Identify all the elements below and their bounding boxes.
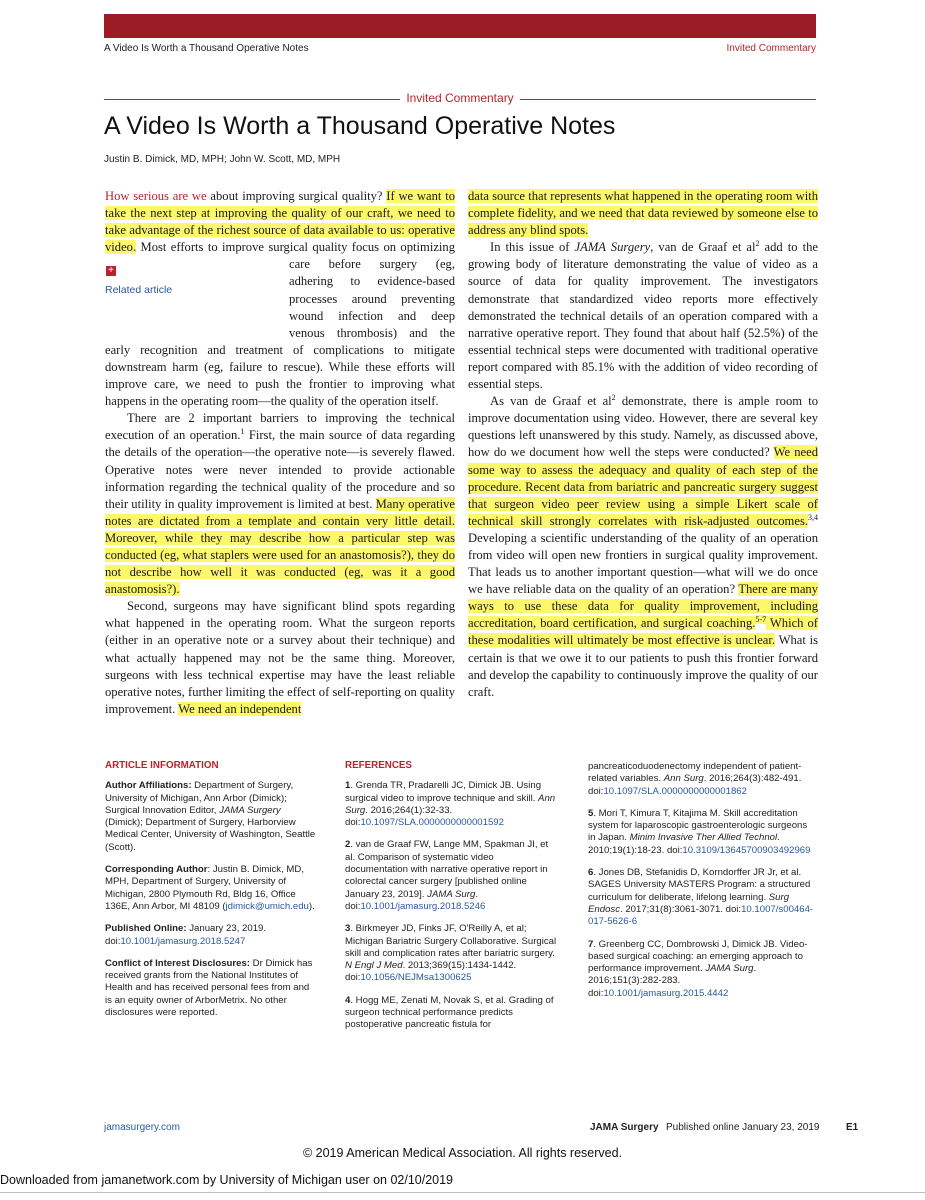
running-title: A Video Is Worth a Thousand Operative Notes: [104, 43, 309, 54]
reference-item: 3. Birkmeyer JD, Finks JF, O'Reilly A, et al; Michigan Bariatric Surgery Collaborative. Surgical skill and complication rates after bariatric surgery. N Engl J Med. 2013;369(15):1434-1442. doi:10.1056/NEJMsa1300625: [345, 923, 557, 984]
doi-link[interactable]: 10.1001/jamasurg.2018.5247: [120, 935, 246, 947]
paragraph-4: In this issue of JAMA Surgery, van de Graaf et $al^2$ add to the growing body of literature demonstrating the value of video as a source of data for quality improvement. The investigators demonstrate that standardized video reports more effectively demonstrated the technical details of an operation compared with a narrative operative report. They found that about half (52.5%) of the essential technical steps were documented with traditional operative report compared with 85.1% with the addition of video recording of essential steps.: [468, 239, 818, 392]
doi-link[interactable]: 10.1001/jamasurg.2015.4442: [603, 987, 729, 999]
email-link[interactable]: jdimick@umich.edu: [225, 900, 309, 912]
doi-link[interactable]: 10.1097/SLA.0000000000001862: [603, 785, 747, 797]
author-affiliations: Author Affiliations: Department of Surgery, University of Michigan, Ann Arbor (Dimick); Surgical Innovation Editor, JAMA Surgery (Dimick); Department of Surgery, Harborview Medical Center, University of Washington, Seattle (Scott).: [105, 780, 316, 853]
doi-link[interactable]: 10.1056/NEJMsa1300625: [360, 972, 472, 984]
p1-text-b: quality focus on optimizing care before surgery (eg, adhering to evidence-based processes around preventing wound infection and deep venous thrombosis) and the early recognition and treatment of complications to mitigate downstream harm (eg, failure to rescue). While these efforts will improve care, we need to push the frontier to improving what happens in the operating room—the quality of the operation itself.: [105, 240, 456, 409]
highlighted-text: Many operative notes are dictated from a template and contain very little detail. Moreover, while they may describe how a particular step was conducted (eg, what staplers were used for an anastomosis?), they do not describe how well it was conducted (eg, was it a good anastomosis?).: [105, 496, 456, 597]
article-information: [105, 760, 317, 1029]
highlighted-text: data source that represents what happened in the operating room with complete fidelity, and we need that data reviewed by someone else to address any blind spots.: [468, 189, 818, 238]
reference-item: 2. van de Graaf FW, Lange MM, Spakman JI, et al. Comparison of systematic video documentation with narrative operative report in colorectal cancer surgery [published online January 23, 2019]. JAMA Surg. doi:10.1001/jamasurg.2018.5246: [345, 839, 549, 912]
body-column-right: [468, 188, 818, 701]
paragraph-5: As van de Graaf et $al^2$ demonstrate, there is ample room to improve documentation using video. However, there are several key questions left unanswered by this study. Namely, as discussed above, how do we document how well the steps were conducted? We need some way to assess the adequacy and quality of each step of the procedure. Recent data from bariatric and pancreatic surgery suggest that surgeon video peer review using a simple Likert scale of technical skill strongly correlates with risk-adjusted outcomes.$^{3,4}$ Developing a scientific understanding of the quality of an operation from video will open new frontiers in surgical quality improvement. That leads us to another important question—what will we do once we have reliable data on the quality of an operation? There are many ways to use these data for quality improvement, including accreditation, board certification, and surgical coaching.$^{5-7}$ Which of these modalities will ultimately be most effective is unclear. What is certain is that we owe it to our patients to push this frontier forward and develop the capability to continuously improve the quality of our craft.: [468, 392, 819, 699]
corresponding-author: Corresponding Author: Justin B. Dimick, MD, MPH, Department of Surgery, University of Michigan, 2800 Plymouth Rd, Bldg 16, Office 136E, Ann Arbor, MI 48109 (jdimick@umich.edu).: [105, 864, 315, 912]
running-section: Invited Commentary: [726, 43, 816, 54]
related-article-link[interactable]: Related article: [105, 284, 173, 297]
footer-site-link[interactable]: jamasurgery.com: [104, 1122, 180, 1133]
highlighted-text: There are many ways to use these data for quality improvement, including accreditation, board certification, and surgical coaching.: [468, 582, 818, 631]
footer-journal: JAMA Surgery: [590, 1122, 659, 1133]
download-notice: Downloaded from jamanetwork.com by University of Michigan user on 02/10/2019: [0, 1173, 454, 1187]
related-article-box[interactable]: [105, 256, 285, 326]
paragraph-1: How serious are we about improving surgical quality? If we want to take the next step at improving the quality of our craft, we need to take advantage of the richest source of data available to us: operative video. Most efforts to improve surgical + Related article quality focus on optimizing care before surgery (eg, adhering to evidence-based processes around preventing wound infection and deep venous thrombosis) and the early recognition and treatment of complications to mitigate downstream harm (eg, failure to rescue). While these efforts will improve care, we need to push the frontier to improving what happens in the operating room—the quality of the operation itself.: [105, 189, 456, 409]
published-online: Published Online: January 23, 2019. doi:10.1001/jamasurg.2018.5247: [105, 923, 267, 947]
doi-link[interactable]: 10.3109/13645700903492969: [682, 844, 811, 856]
highlighted-text: We need some way to assess the adequacy and quality of each step of the procedure. Recent data from bariatric and pancreatic surgery suggest that surgeon video peer review using a simple Likert scale of technical skill strongly correlates with risk-adjusted outcomes.: [468, 445, 819, 528]
reference-item: 6. Jones DB, Stefanidis D, Korndorffer JR Jr, et al. SAGES University MASTERS Program: a structured curriculum for deliberate, lifelong learning. Surg Endosc. 2017;31(8):3061-3071. doi:10.1007/s00464-017-5626-6: [588, 867, 814, 928]
references-column-1: [345, 760, 557, 1042]
paragraph-2: There are 2 important barriers to improving the technical execution of an operation.$^1$ First, the main source of data regarding the details of the operation—the operative note—is severely flawed. Operative notes were never intended to provide actionable information regarding the technical quality of the procedure and so their utility in quality improvement is limited at best. Many operative notes are dictated from a template and contain very little detail. Moreover, while they may describe how a particular step was conducted (eg, what staplers were used for an anastomosis?), they do not describe how well it was conducted (eg, was it a good anastomosis?).: [105, 411, 456, 597]
plus-icon[interactable]: +: [106, 266, 116, 276]
footer-published: Published online January 23, 2019: [666, 1122, 820, 1133]
header-banner: [104, 14, 816, 38]
paragraph-3-cont: [468, 188, 818, 239]
article-kicker: [104, 91, 816, 105]
highlighted-text: If we want to take the next step at improving the quality of our craft, we need to take advantage of the richest source of data available to us: operative video.: [105, 189, 456, 255]
p1-text-a: Most efforts to improve surgical: [136, 240, 309, 255]
paragraph-3: Second, surgeons may have significant blind spots regarding what happened in the operating room. What the surgeon reports (either in an operative note or a survey about their technique) and what actually happened may not be the same thing. Moreover, surgeons with less technical expertise may have the least reliable operative notes, further limiting the effect of self-reporting on quality improvement. We need an independent: [105, 599, 455, 716]
reference-item-cont: pancreaticoduodenectomy independent of patient-related variables. Ann Surg. 2016;264(3):482-491. doi:10.1097/SLA.0000000000001862: [588, 761, 802, 797]
conflict-disclosures: Conflict of Interest Disclosures: Dr Dimick has received grants from the National Institutes of Health and has received personal fees from and is an equity owner of ArborMetrix. No other disclosures were reported.: [105, 957, 313, 1019]
bottom-divider: [0, 1192, 925, 1193]
kicker-row: [104, 91, 816, 107]
body-column-left: [105, 188, 455, 718]
copyright-notice: © 2019 American Medical Association. All rights reserved.: [302, 1146, 623, 1160]
reference-item: 1. Grenda TR, Pradarelli JC, Dimick JB. Using surgical video to improve technique and skill. Ann Surg. 2016;264(1):32-33. doi:10.1097/SLA.0000000000001592: [345, 780, 556, 829]
highlighted-text: Which of these modalities will ultimately be most effective is unclear.: [468, 616, 818, 648]
doi-link[interactable]: 10.1007/s00464-017-5626-6: [588, 903, 814, 928]
references-heading: REFERENCES: [345, 760, 412, 771]
references-column-2: [588, 761, 816, 1010]
doi-link[interactable]: 10.1001/jamasurg.2018.5246: [360, 900, 486, 912]
reference-item: 4. Hogg ME, Zenati M, Novak S, et al. Grading of surgeon technical performance predicts postoperative pancreatic fistula for: [345, 994, 554, 1031]
reference-item: 5. Mori T, Kimura T, Kitajima M. Skill accreditation system for laparoscopic gastroenterologic surgeons in Japan. Minim Invasive Ther Allied Technol. 2010;19(1):18-23. doi:10.3109/13645700903492969: [588, 807, 811, 856]
page-number: E1: [846, 1122, 859, 1133]
highlighted-text: We need an independent: [178, 701, 302, 716]
article-info-heading: ARTICLE INFORMATION: [105, 760, 219, 771]
article-title: A Video Is Worth a Thousand Operative Notes: [104, 112, 616, 140]
doi-link[interactable]: 10.1097/SLA.0000000000001592: [360, 817, 504, 829]
article-authors: Justin B. Dimick, MD, MPH; John W. Scott, MD, MPH: [104, 154, 341, 165]
kicker-label: Invited Commentary: [400, 91, 519, 105]
lead-in: How serious are we: [105, 189, 207, 203]
reference-item: 7. Greenberg CC, Dombrowski J, Dimick JB. Video-based surgical coaching: an emerging approach to performance improvement. JAMA Surg. 2016;151(3):282-283. doi:10.1001/jamasurg.2015.4442: [588, 938, 808, 999]
